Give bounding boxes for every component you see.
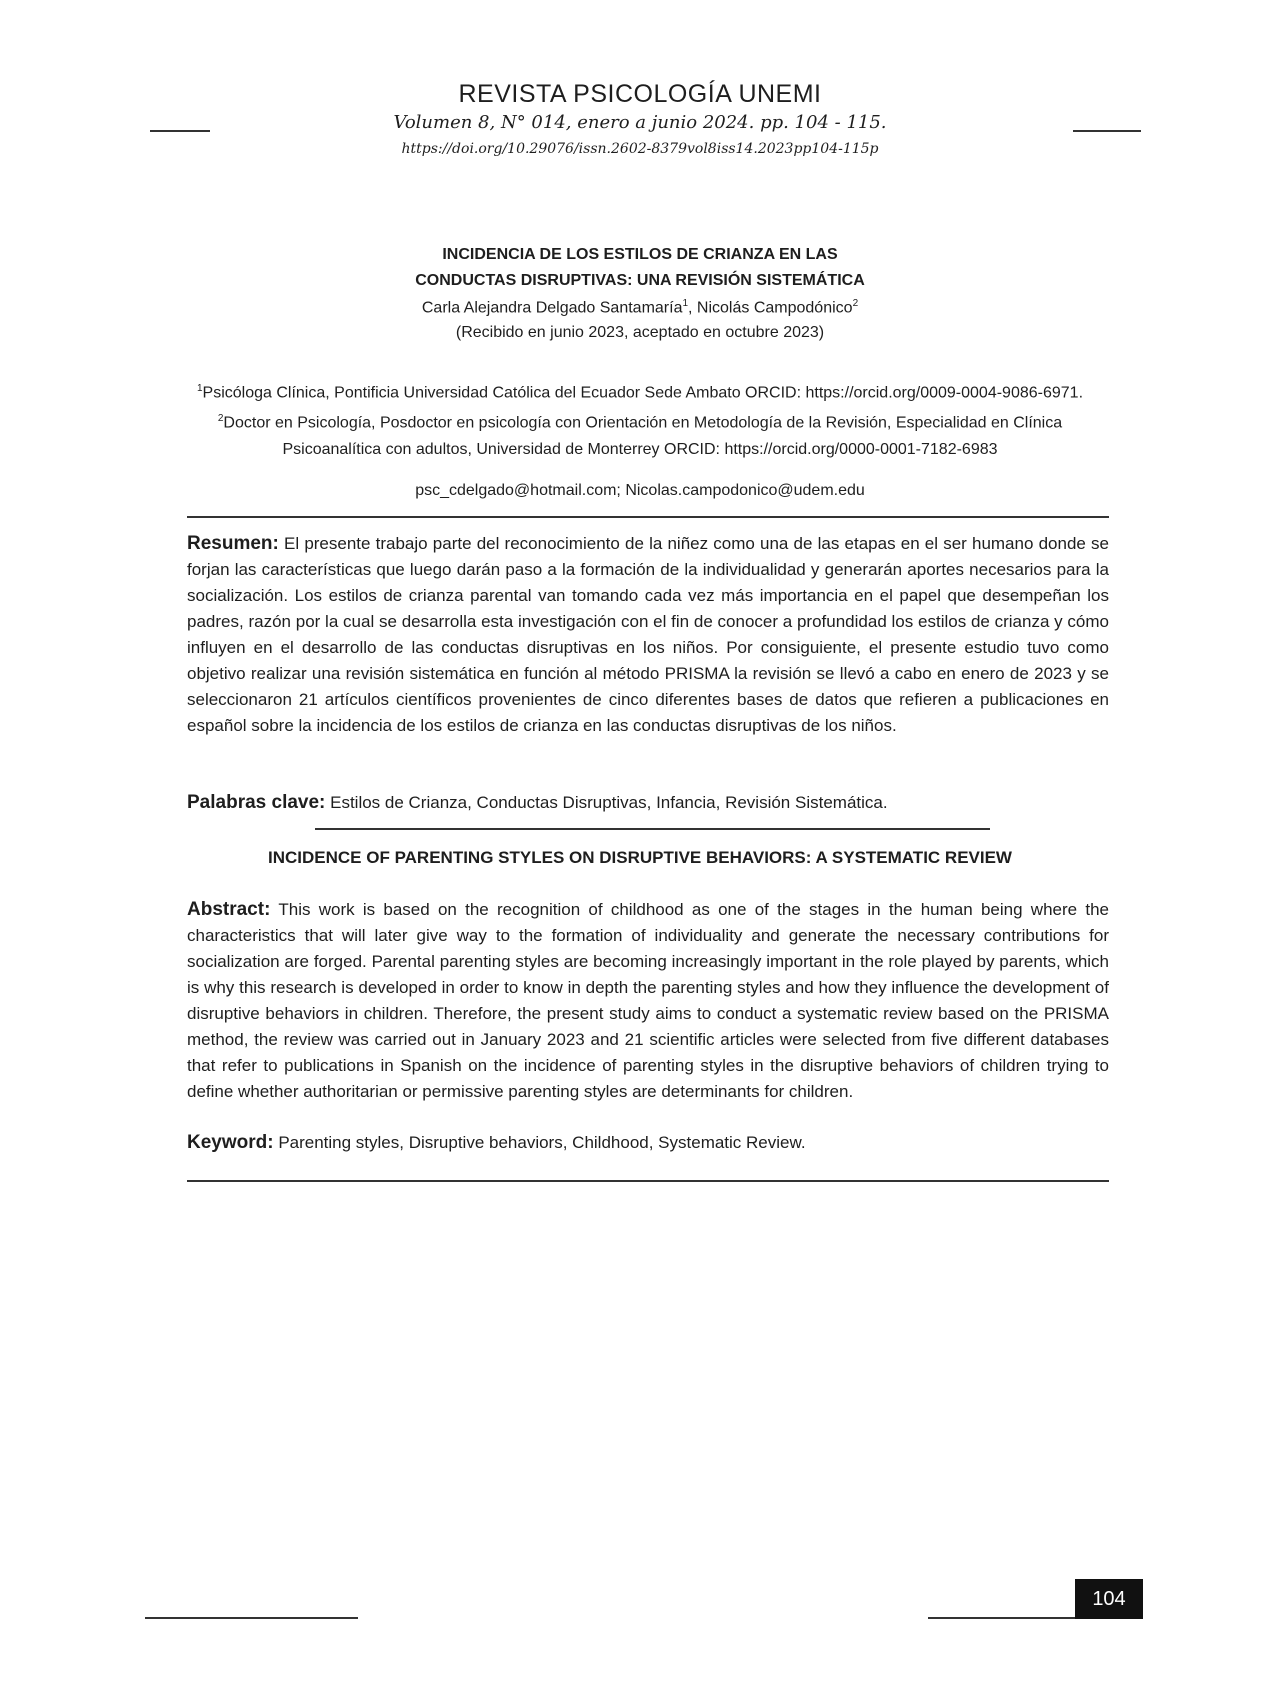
palabras-clave-label: Palabras clave: bbox=[187, 792, 326, 813]
journal-title: REVISTA PSICOLOGÍA UNEMI bbox=[458, 80, 822, 108]
rule-below-keywords bbox=[187, 1180, 1109, 1182]
aff-1-sup: 1 bbox=[196, 383, 203, 394]
abstract-paragraph bbox=[187, 897, 1109, 1105]
author-1-sup: 1 bbox=[682, 298, 689, 309]
footer-rule-right bbox=[928, 1617, 1075, 1619]
page-number: 104 bbox=[1075, 1579, 1143, 1619]
article-title-en: INCIDENCE OF PARENTING STYLES ON DISRUPTIVE BEHAVIORS: A SYSTEMATIC REVIEW bbox=[268, 848, 1012, 867]
resumen-text: El presente trabajo parte del reconocimiento de la niñez como una de las etapas en el ser humano donde se forjan las características que luego darán paso a la formación de la individualidad y generarán aportes necesarios para la socialización. Los estilos de crianza parental van tomando cada vez más importancia en el papel que desempeñan los padres, razón por la cual se desarrolla esta investigación con el fin de conocer a profundidad los estilos de crianza y cómo influyen en el desarrollo de las conductas disruptivas en los niños. Por consiguiente, el presente estudio tuvo como objetivo realizar una revisión sistemática en función al método PRISMA la revisión se llevó a cabo en enero de 2023 y se seleccionaron 21 artículos científicos provenientes de cinco diferentes bases de datos que refieren a publicaciones en español sobre la incidencia de los estilos de crianza en las conductas disruptivas de los niños. bbox=[187, 534, 1109, 735]
keywords bbox=[187, 1130, 1109, 1156]
author-separator: , bbox=[688, 299, 697, 317]
palabras-clave-text: Estilos de Crianza, Conductas Disruptivas, Infancia, Revisión Sistemática. bbox=[330, 793, 888, 812]
abstract-label: Abstract: bbox=[187, 899, 271, 920]
affiliations bbox=[186, 376, 1094, 463]
received-dates: (Recibido en junio 2023, aceptado en octubre 2023) bbox=[455, 324, 825, 341]
volume-line: Volumen 8, N° 014, enero a junio 2024. pp. 104 - 115. bbox=[393, 112, 887, 133]
aff-1: Psicóloga Clínica, Pontificia Universidad Católica del Ecuador Sede Ambato ORCID: https://orcid.org/0009-0004-9086-6971. bbox=[202, 384, 1084, 402]
rule-above-resumen bbox=[187, 516, 1109, 518]
resumen-label: Resumen: bbox=[187, 533, 279, 554]
author-1: Carla Alejandra Delgado Santamaría bbox=[421, 299, 683, 317]
author-2: Nicolás Campodónico bbox=[696, 299, 853, 317]
rule-mid bbox=[315, 828, 990, 830]
palabras-clave bbox=[187, 790, 1109, 816]
doi-link[interactable]: https://doi.org/10.29076/issn.2602-8379vol8iss14.2023pp104-115p bbox=[401, 141, 879, 157]
author-emails[interactable]: psc_cdelgado@hotmail.com; Nicolas.campodonico@udem.edu bbox=[415, 482, 865, 499]
article-title-es-line1: INCIDENCIA DE LOS ESTILOS DE CRIANZA EN LAS bbox=[442, 246, 838, 263]
resumen-paragraph bbox=[187, 531, 1109, 739]
keyword-label: Keyword: bbox=[187, 1132, 274, 1153]
aff-2: Doctor en Psicología, Posdoctor en psicología con Orientación en Metodología de la Revisión, Especialidad en Clínica Psicoanalítica con adultos, Universidad de Monterrey ORCID: https://orcid.org/0000-0001-7182-6983 bbox=[223, 414, 1063, 458]
article-title-es-line2: CONDUCTAS DISRUPTIVAS: UNA REVISIÓN SISTEMÁTICA bbox=[415, 272, 865, 289]
keyword-text: Parenting styles, Disruptive behaviors, Childhood, Systematic Review. bbox=[278, 1133, 806, 1152]
aff-2-sup: 2 bbox=[217, 413, 224, 425]
author-2-sup: 2 bbox=[852, 298, 859, 309]
authors bbox=[0, 298, 1280, 317]
abstract-text: This work is based on the recognition of childhood as one of the stages in the human being where the characteristics that will later give way to the formation of individuality and generate the necessary contributions for socialization are forged. Parental parenting styles are becoming increasingly important in the role played by parents, which is why this research is developed in order to know in depth the parenting styles and how they influence the development of disruptive behaviors in children. Therefore, the present study aims to conduct a systematic review based on the PRISMA method, the review was carried out in January 2023 and 21 scientific articles were selected from five different databases that refer to publications in Spanish on the incidence of parenting styles in the disruptive behaviors of children trying to define whether authoritarian or permissive parenting styles are determinants for children. bbox=[187, 900, 1109, 1101]
footer-rule-left bbox=[145, 1617, 358, 1619]
